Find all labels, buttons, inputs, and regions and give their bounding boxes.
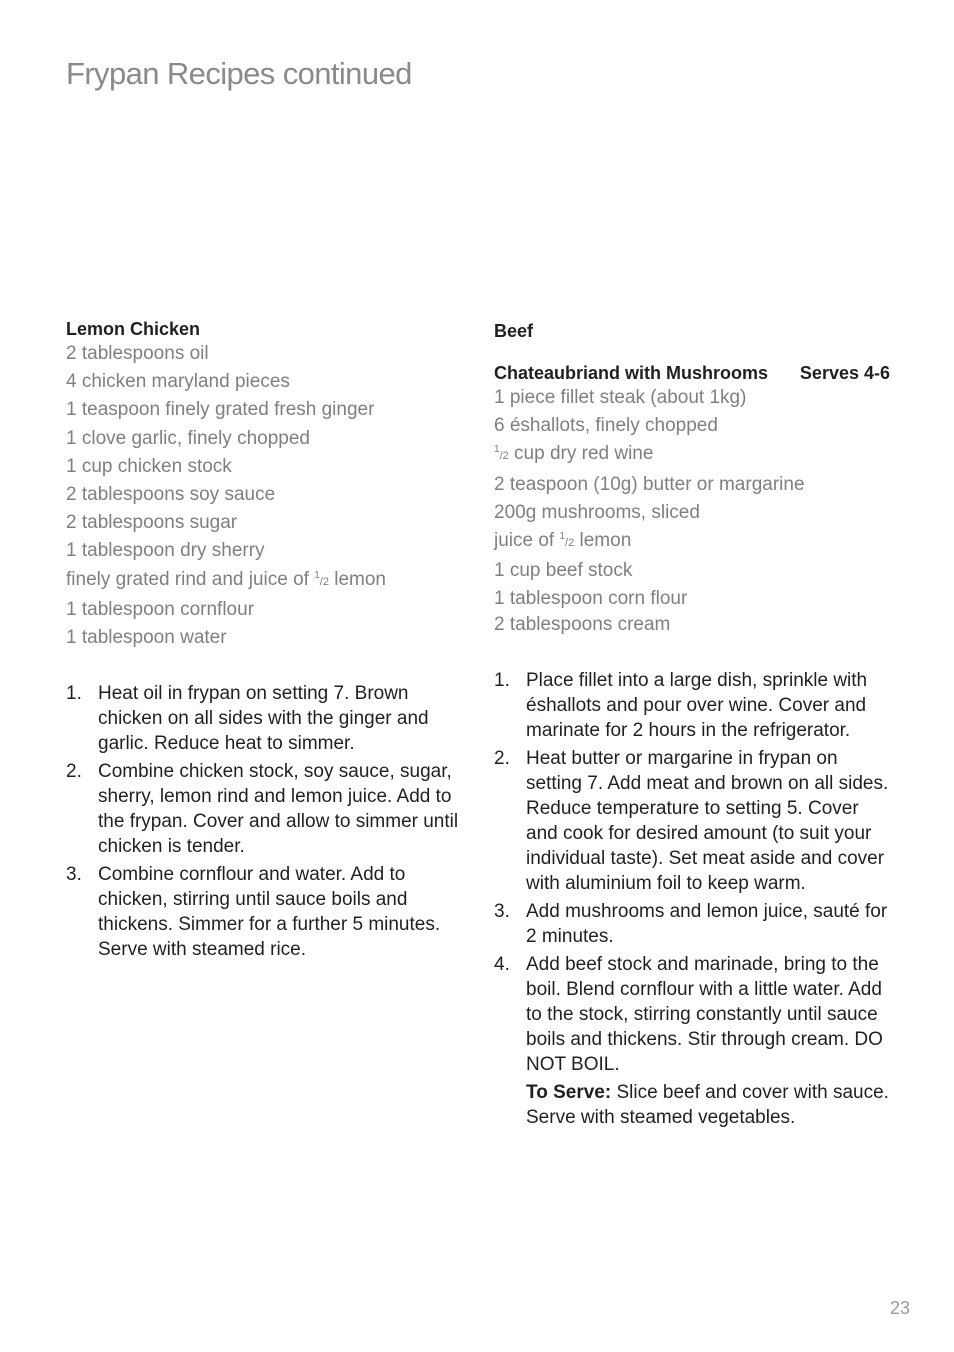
ingredient-text: cup dry red wine: [508, 443, 654, 465]
serves-label: Serves 4-6: [799, 363, 890, 383]
ingredient-item: 2 teaspoon (10g) butter or margarine: [494, 473, 805, 495]
method-step: 1. Heat oil in frypan on setting 7. Brown chicken on all sides with the ginger and garlic. Reduce heat to simmer.: [66, 683, 429, 755]
method-step: 4. Add beef stock and marinade, bring to the boil. Blend cornflour with a little water. Add to the stock, stirring constantly until sauce boils and thickens. Stir through cream. DO NOT BOIL.: [494, 953, 883, 1075]
method-step: 3. Combine cornflour and water. Add to chicken, stirring until sauce boils and thickens. Simmer for a further 5 minutes. Serve with steamed rice.: [66, 864, 441, 961]
ingredient-item: 1 piece fillet steak (about 1kg): [494, 387, 747, 408]
ingredient-item: 1 tablespoon water: [66, 627, 227, 649]
method-step: 2. Combine chicken stock, soy sauce, sugar, sherry, lemon rind and lemon juice. Add to the frypan. Cover and allow to simmer until chicken is tender.: [66, 761, 459, 858]
half-fraction: $^1$/2: [314, 569, 329, 588]
ingredient-item: 1 cup beef stock: [494, 560, 633, 582]
ingredient-item: 1 tablespoon dry sherry: [66, 540, 265, 562]
lemon-chicken-recipe: [66, 318, 466, 965]
ingredient-item: 1 tablespoon cornflour: [66, 598, 255, 620]
ingredient-item: [494, 440, 894, 470]
ingredient-item: 1 clove garlic, finely chopped: [66, 427, 310, 449]
ingredient-item: [494, 527, 894, 557]
method-steps: [66, 681, 466, 962]
ingredient-item: 200g mushrooms, sliced: [494, 501, 700, 523]
page-title: Frypan Recipes continued: [66, 56, 412, 91]
serve-text: Slice beef and cover with sauce. Serve with steamed vegetables.: [526, 1081, 889, 1128]
ingredient-item: 1 tablespoon corn flour: [494, 588, 688, 610]
chateaubriand-recipe: [494, 318, 894, 1130]
ingredient-item: 2 tablespoons sugar: [66, 512, 238, 534]
ingredient-list: [494, 384, 894, 636]
half-fraction: $^1$/2: [559, 531, 575, 550]
method-step: 2. Heat butter or margarine in frypan on setting 7. Add meat and brown on all sides. Reduce temperature to setting 5. Cover and cook for desired amount (to suit your individual taste). Set meat aside and cover with aluminium foil to keep warm.: [494, 747, 889, 894]
ingredient-text: lemon: [328, 568, 386, 590]
ingredient-item: 1 cup chicken stock: [66, 455, 232, 477]
method-step: 3. Add mushrooms and lemon juice, sauté for 2 minutes.: [494, 900, 888, 947]
half-fraction: $^1$/2: [494, 444, 509, 463]
ingredient-list: [66, 340, 466, 652]
ingredient-text: lemon: [574, 530, 632, 552]
ingredient-text: juice of: [494, 530, 560, 552]
serve-label: To Serve:: [526, 1081, 612, 1103]
method-step: 1. Place fillet into a large dish, sprinkle with éshallots and pour over wine. Cover and marinate for 2 hours in the refrigerator.: [494, 669, 868, 741]
ingredient-item: 2 tablespoons cream: [494, 613, 671, 635]
ingredient-item: 6 éshallots, finely chopped: [494, 415, 718, 437]
ingredient-item: [66, 566, 466, 596]
page-number: 23: [889, 1298, 910, 1318]
recipe-heading-row: [494, 362, 890, 384]
recipe-title: Chateaubriand with Mushrooms: [494, 363, 769, 383]
ingredient-text: finely grated rind and juice of: [66, 568, 315, 590]
recipe-title: Lemon Chicken: [66, 319, 201, 339]
serving-note: [494, 1080, 894, 1130]
ingredient-item: 4 chicken maryland pieces: [66, 371, 290, 393]
method-steps: [494, 668, 894, 1077]
ingredient-item: 2 tablespoons oil: [66, 343, 209, 364]
ingredient-item: 1 teaspoon finely grated fresh ginger: [66, 399, 375, 421]
ingredient-item: 2 tablespoons soy sauce: [66, 484, 276, 506]
section-heading: Beef: [494, 321, 534, 341]
